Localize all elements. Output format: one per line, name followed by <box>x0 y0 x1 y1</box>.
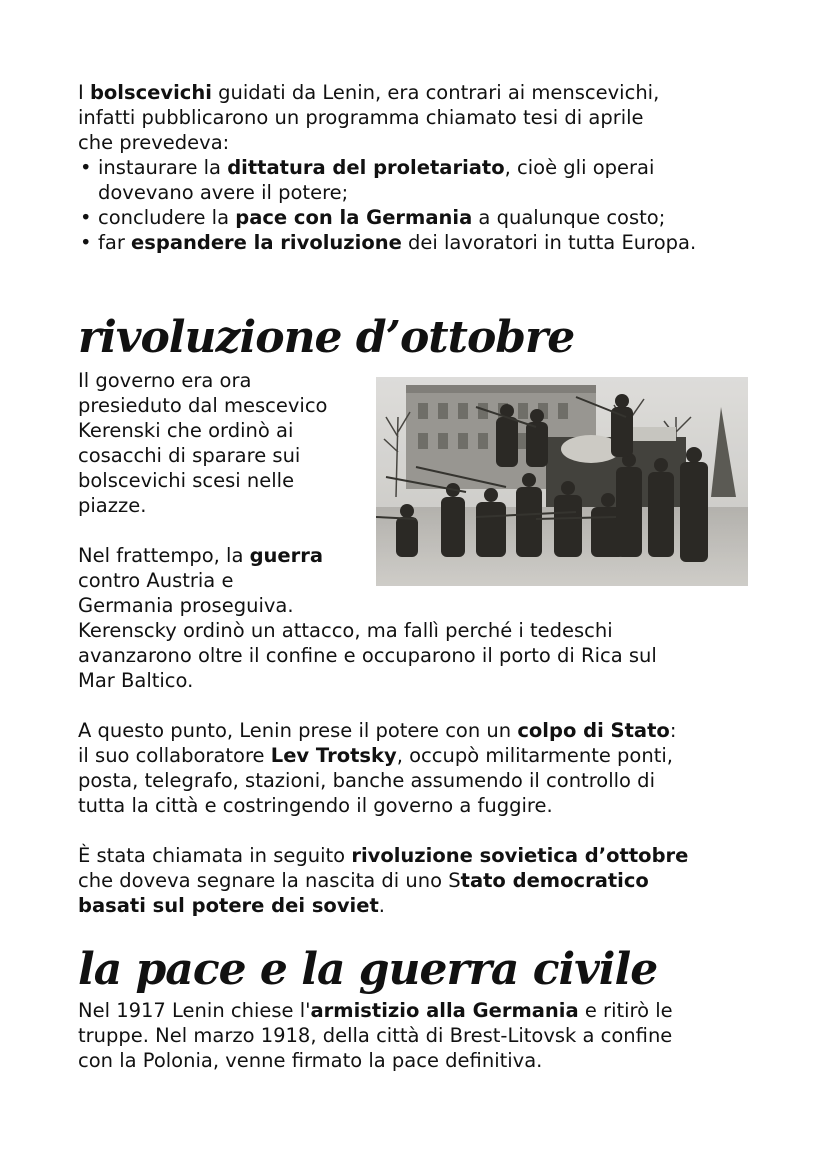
text: truppe. Nel marzo 1918, della città di Brest-Litovsk a confine <box>78 1024 673 1047</box>
bold-text: guerra <box>249 544 324 567</box>
list-item <box>78 230 758 255</box>
text: Kerenscky ordinò un attacco, ma fallì perché i tedeschi <box>78 619 613 642</box>
text: Nel frattempo, la <box>78 544 250 567</box>
text: I <box>78 81 90 104</box>
text: Nel 1917 Lenin chiese l' <box>78 999 311 1022</box>
bold-text: colpo di Stato <box>517 719 670 742</box>
text: avanzarono oltre il confine e occuparono il porto di Rica sul <box>78 644 657 667</box>
text: a qualunque costo; <box>472 206 666 229</box>
bullet-icon: • <box>80 206 92 229</box>
text: e ritirò le <box>578 999 673 1022</box>
text: dei lavoratori in tutta Europa. <box>401 231 697 254</box>
text: presieduto dal mescevico <box>78 394 328 417</box>
text: concludere la <box>98 206 236 229</box>
text: dovevano avere il potere; <box>98 181 349 204</box>
text: Germania proseguiva. <box>78 594 294 617</box>
text: Il governo era ora <box>78 369 252 392</box>
section-pace-body <box>78 998 768 1073</box>
text: bolscevichi scesi nelle <box>78 469 295 492</box>
paragraph <box>78 843 768 918</box>
section-ottobre-body <box>78 368 768 918</box>
paragraph <box>78 543 768 693</box>
bold-text: Lev Trotsky <box>270 744 397 767</box>
text: Mar Baltico. <box>78 669 194 692</box>
paragraph <box>78 368 768 518</box>
text: A questo punto, Lenin prese il potere con un <box>78 719 518 742</box>
section-heading-pace: la pace e la guerra civile <box>78 944 658 995</box>
text: instaurare la <box>98 156 228 179</box>
text: far <box>98 231 132 254</box>
text: cosacchi di sparare sui <box>78 444 301 467</box>
text: : <box>669 719 677 742</box>
bold-text: espandere la rivoluzione <box>131 231 402 254</box>
text: piazze. <box>78 494 147 517</box>
section-heading-ottobre: rivoluzione d’ottobre <box>78 312 575 363</box>
bold-text: rivoluzione sovietica d’ottobre <box>351 844 689 867</box>
intro-block <box>78 80 758 255</box>
text: che prevedeva: <box>78 131 230 154</box>
bold-text: basati sul potere dei soviet <box>78 894 379 917</box>
text: che doveva segnare la nascita di uno S <box>78 869 461 892</box>
bold-text: armistizio alla Germania <box>310 999 579 1022</box>
text: Kerenski che ordinò ai <box>78 419 294 442</box>
paragraph <box>78 718 768 818</box>
text: tutta la città e costringendo il governo a fuggire. <box>78 794 553 817</box>
intro-paragraph <box>78 80 758 155</box>
bold-text: dittatura del proletariato <box>227 156 505 179</box>
text: con la Polonia, venne firmato la pace definitiva. <box>78 1049 543 1072</box>
bullet-icon: • <box>80 156 92 179</box>
bold-text: tato democratico <box>460 869 649 892</box>
text: . <box>378 894 385 917</box>
text: contro Austria e <box>78 569 234 592</box>
bold-text: pace con la Germania <box>235 206 473 229</box>
bold-text: bolscevichi <box>89 81 212 104</box>
paragraph <box>78 998 768 1073</box>
list-item <box>78 155 758 205</box>
text: È stata chiamata in seguito <box>78 844 352 867</box>
list-item <box>78 205 758 230</box>
bullet-icon: • <box>80 231 92 254</box>
text: posta, telegrafo, stazioni, banche assumendo il controllo di <box>78 769 655 792</box>
text: il suo collaboratore <box>78 744 271 767</box>
text: , cioè gli operai <box>504 156 655 179</box>
text: guidati da Lenin, era contrari ai menscevichi, <box>211 81 660 104</box>
bullet-list <box>78 155 758 255</box>
text: , occupò militarmente ponti, <box>396 744 673 767</box>
text: infatti pubblicarono un programma chiamato tesi di aprile <box>78 106 644 129</box>
